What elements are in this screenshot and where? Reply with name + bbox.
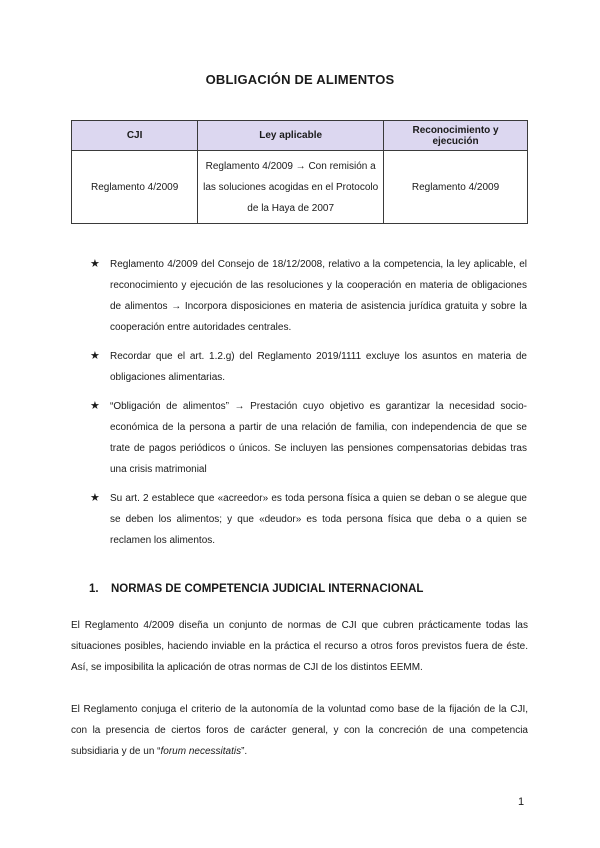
paragraph-end: ”.: [241, 746, 248, 757]
table-header-row: [72, 121, 528, 151]
section-number: 1.: [89, 583, 99, 595]
paragraph-text: El Reglamento conjuga el criterio de la autonomía de la voluntad como base de la fijación de la CJI, con la presencia de ciertos foros de carácter general, y con la concreción de una competencia subsidiaria y de un “: [71, 704, 528, 757]
bullet-text: “Obligación de alimentos” → Prestación cuyo objetivo es garantizar la necesidad socio-económica de la persona a partir de una relación de familia, con independencia de que se trate de pagos periódicos o únicos. Se incluyen las pensiones compensatorias debidas tras una crisis matrimonial: [110, 401, 527, 475]
list-item: [90, 254, 527, 338]
star-bullet-icon: ★: [90, 350, 100, 362]
regulation-table: [71, 120, 528, 224]
star-bullet-icon: ★: [90, 258, 100, 270]
table-row: [72, 151, 528, 224]
list-item: [90, 396, 527, 480]
list-item: [90, 346, 527, 388]
star-bullet-icon: ★: [90, 492, 100, 504]
header-reconocimiento: Reconocimiento y ejecución: [384, 121, 528, 151]
paragraph: [71, 699, 528, 762]
cell-cji: Reglamento 4/2009: [72, 151, 198, 224]
header-ley-aplicable: Ley aplicable: [198, 121, 384, 151]
page-number: 1: [518, 796, 525, 808]
list-item: [90, 488, 527, 551]
cell-reconocimiento: Reglamento 4/2009: [384, 151, 528, 224]
bullet-text: Su art. 2 establece que «acreedor» es toda persona física a quien se deban o se alegue que se deben los alimentos; y que «deudor» es toda persona física que deba o a quien se reclamen los alimentos.: [110, 493, 527, 546]
document-title: OBLIGACIÓN DE ALIMENTOS: [205, 72, 395, 87]
header-cji: CJI: [72, 121, 198, 151]
cell-ley-aplicable: Reglamento 4/2009 → Con remisión a las soluciones acogidas en el Protocolo de la Haya de 2007: [198, 151, 384, 224]
paragraph: El Reglamento 4/2009 diseña un conjunto de normas de CJI que cubren prácticamente todas las situaciones posibles, haciendo inviable en la práctica el recurso a otros foros previstos fuera de éste. Así, se imposibilita la aplicación de otras normas de CJI de los distintos EEMM.: [71, 620, 528, 673]
forum-necessitatis-term: forum necessitatis: [160, 746, 242, 757]
star-bullet-icon: ★: [90, 400, 100, 412]
section-title: NORMAS DE COMPETENCIA JUDICIAL INTERNACIONAL: [111, 583, 424, 595]
bullet-text: Reglamento 4/2009 del Consejo de 18/12/2008, relativo a la competencia, la ley aplicable, el reconocimiento y ejecución de las resoluciones y la cooperación en materia de obligaciones de alimentos → Incorpora disposiciones en materia de asistencia jurídica gratuita y sobre la cooperación entre autoridades centrales.: [110, 259, 527, 333]
bullet-list: [90, 254, 527, 559]
section-heading: [89, 583, 423, 595]
bullet-text: Recordar que el art. 1.2.g) del Reglamento 2019/1111 excluye los asuntos en materia de obligaciones alimentarias.: [110, 351, 527, 383]
